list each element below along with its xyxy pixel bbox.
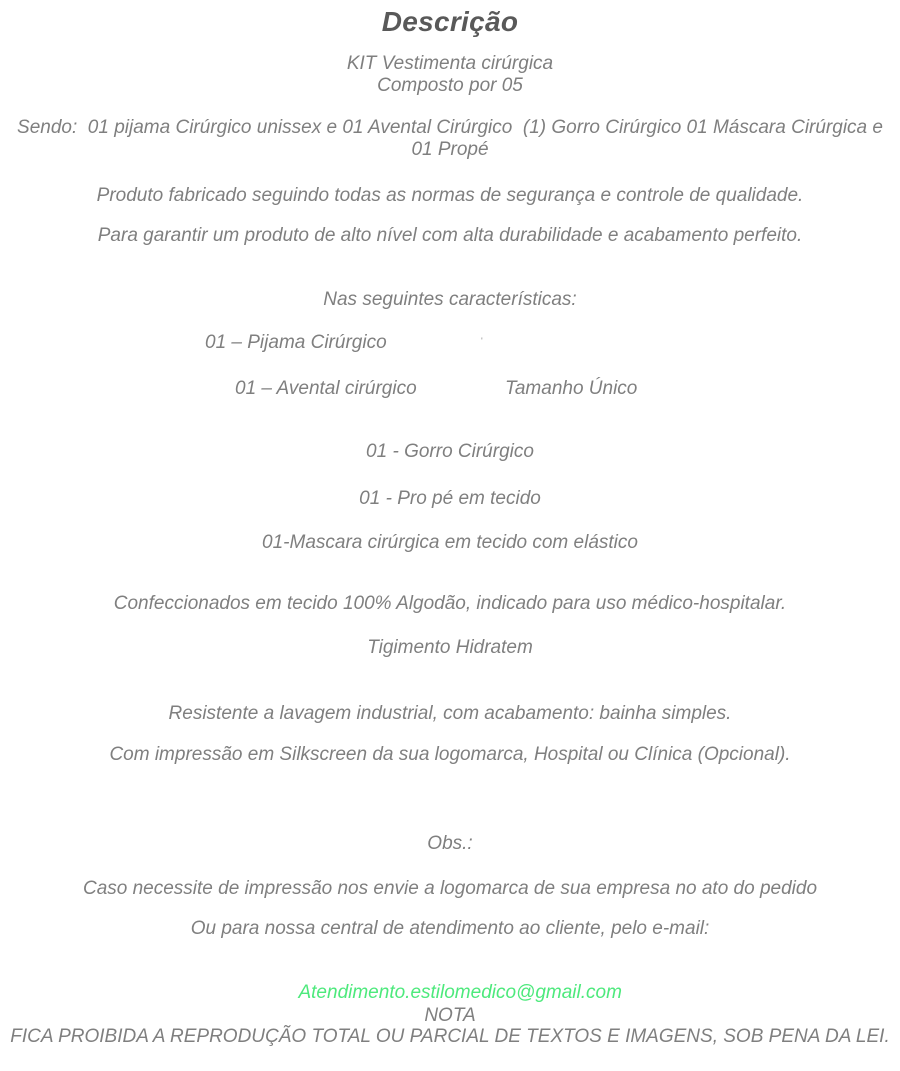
- page-title: Descrição: [381, 6, 519, 37]
- obs-logo-instruction: Caso necessite de impressão nos envie a logomarca de sua empresa no ato do pedido: [82, 878, 818, 899]
- quality-statement: Produto fabricado seguindo todas as normas de segurança e controle de qualidade.: [96, 185, 804, 206]
- characteristics-heading: Nas seguintes características:: [323, 289, 577, 310]
- item-avental: 01 – Avental cirúrgico: [235, 378, 417, 399]
- fabric-statement: Confeccionados em tecido 100% Algodão, indicado para uso médico-hospitalar.: [113, 593, 787, 614]
- kit-contents-line-2: 01 Propé: [411, 139, 489, 160]
- kit-composition: Composto por 05: [377, 75, 523, 96]
- item-prope: 01 - Pro pé em tecido: [359, 488, 541, 509]
- nota-text: FICA PROIBIDA A REPRODUÇÃO TOTAL OU PARCIAL DE TEXTOS E IMAGENS, SOB PENA DA LEI.: [10, 1026, 890, 1047]
- kit-contents-line-1: Sendo: 01 pijama Cirúrgico unissex e 01 Avental Cirúrgico (1) Gorro Cirúrgico 01 Máscara Cirúrgica e: [17, 117, 883, 138]
- item-avental-size: Tamanho Único: [505, 378, 638, 399]
- obs-contact-instruction: Ou para nossa central de atendimento ao cliente, pelo e-mail:: [190, 918, 710, 939]
- stray-mark: ': [481, 336, 483, 346]
- item-gorro: 01 - Gorro Cirúrgico: [366, 441, 534, 462]
- item-pijama: 01 – Pijama Cirúrgico: [205, 332, 387, 353]
- dye-statement: Tigimento Hidratem: [367, 637, 533, 658]
- kit-heading: KIT Vestimenta cirúrgica: [346, 53, 554, 74]
- email-link[interactable]: Atendimento.estilomedico@gmail.com: [298, 982, 622, 1003]
- obs-heading: Obs.:: [427, 833, 473, 854]
- silkscreen-statement: Com impressão em Silkscreen da sua logomarca, Hospital ou Clínica (Opcional).: [109, 744, 791, 765]
- nota-heading: NOTA: [424, 1005, 476, 1026]
- durability-statement: Para garantir um produto de alto nível com alta durabilidade e acabamento perfeito.: [97, 225, 803, 246]
- wash-statement: Resistente a lavagem industrial, com acabamento: bainha simples.: [168, 703, 732, 724]
- item-mascara: 01-Mascara cirúrgica em tecido com elástico: [262, 532, 638, 553]
